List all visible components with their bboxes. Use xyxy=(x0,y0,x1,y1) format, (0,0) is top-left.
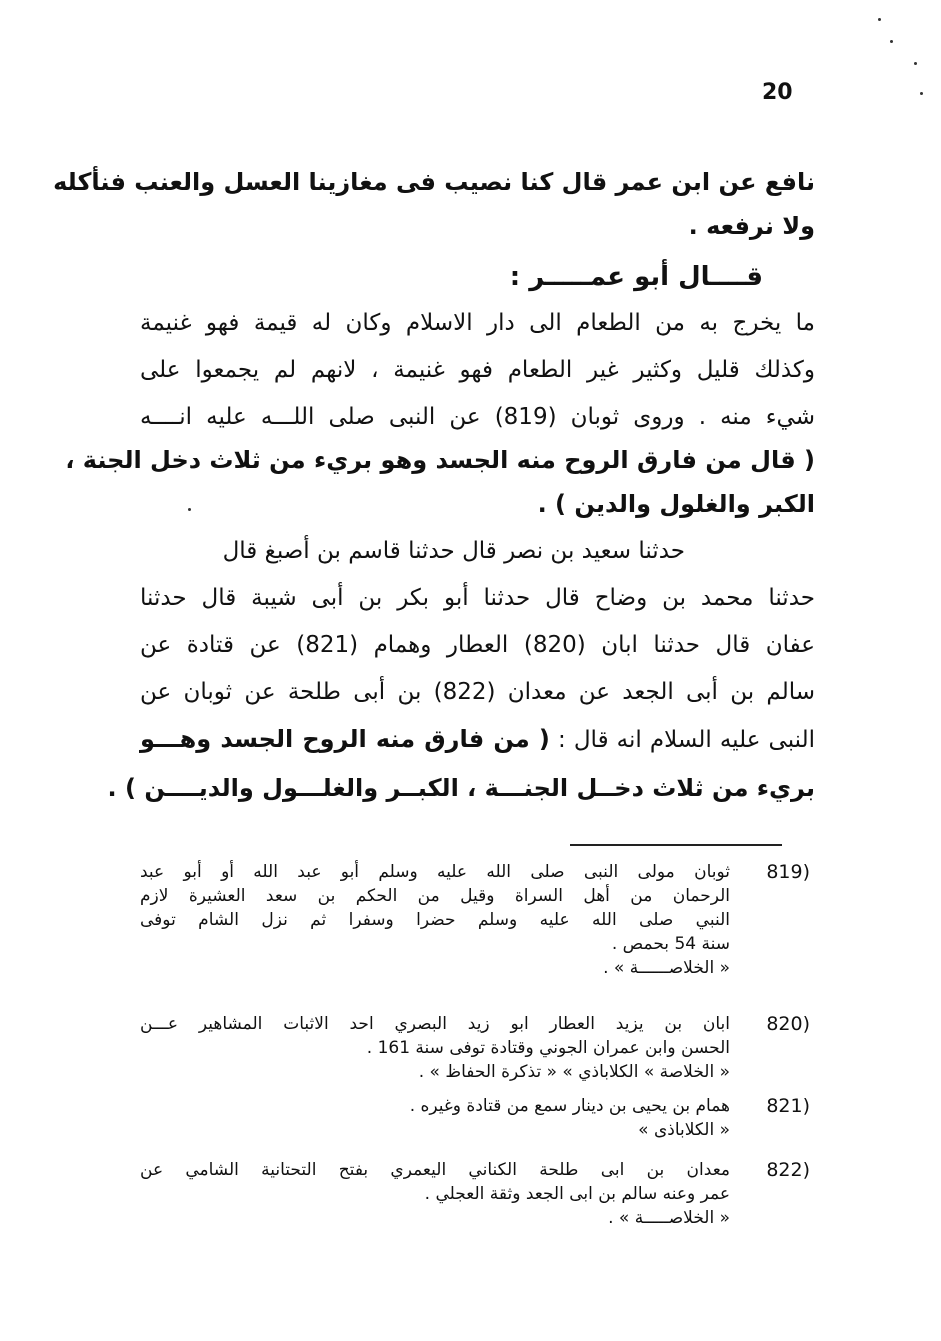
scan-speck xyxy=(890,40,893,43)
footnote-line: عمر وعنه سالم بن ابى الجعد وثقة العجلي . xyxy=(424,1184,730,1204)
footnote-822 xyxy=(140,1158,810,1230)
paragraph-three xyxy=(140,528,815,764)
footnote-line: سنة 54 بحمص . xyxy=(611,934,730,954)
footnote-821 xyxy=(140,1094,810,1142)
text-line: نافع عن ابن عمر قال كنا نصيب فى مغازينا العسل والعنب فنأكله xyxy=(53,168,815,196)
plain-text: النبى عليه السلام انه قال : xyxy=(549,727,816,753)
text-line: حدثنا محمد بن وضاح قال حدثنا أبو بكر بن أبى شيبة قال حدثنا xyxy=(140,585,815,611)
text-line: ولا نرفعه . xyxy=(688,212,815,240)
footnote-separator xyxy=(570,844,782,846)
footnote-line: « الخلاصة » الكلاباذي » « تذكرة الحفاظ » . xyxy=(418,1062,730,1082)
text-line: الكبر والغلول والدين ) . xyxy=(537,490,815,518)
text-line: حدثنا سعيد بن نصر قال حدثنا قاسم بن أصبغ قال xyxy=(222,538,685,564)
footnote-number: 820) xyxy=(766,1013,810,1035)
hadith-quote-two xyxy=(107,766,815,810)
footnote-line: معدان بن ابى طلحة الكناني اليعمري بفتح التحتانية الشامي عن xyxy=(140,1160,730,1180)
footnote-line: ابان بن يزيد العطار ابو زيد البصري احد الاثبات المشاهير عـــن xyxy=(140,1014,730,1034)
footnote-820 xyxy=(140,1012,810,1084)
footnote-line: النبي صلى الله عليه وسلم حضرا وسفرا ثم نزل الشام توفى xyxy=(140,910,730,930)
footnote-number: 819) xyxy=(766,861,810,883)
footnote-line: همام بن يحيى بن دينار سمع من قتادة وغيره . xyxy=(409,1096,730,1116)
footnote-line: الحسن وابن عمران الجوني وقتادة توفى سنة 161 . xyxy=(366,1038,730,1058)
text-line: ( قال من فارق الروح منه الجسد وهو بريء من ثلاث دخل الجنة ، xyxy=(65,446,815,474)
footnote-line: « الكلاباذى » xyxy=(638,1120,730,1140)
page-number: 20 xyxy=(762,80,793,105)
footnote-819 xyxy=(140,860,810,980)
scan-speck xyxy=(920,92,923,95)
text-line: وكذلك قليل وكثير غير الطعام فهو غنيمة ، لانهم لم يجمعوا على xyxy=(140,357,815,383)
text-line: سالم بن أبى الجعد عن معدان (822) بن أبى طلحة عن ثوبان عن xyxy=(140,679,815,705)
footnote-line: « الخلاصـــــة » . xyxy=(608,1208,730,1228)
text-line: عفان قال حدثنا ابان (820) العطار وهمام (821) عن قتادة عن xyxy=(140,632,815,658)
text-line: بريء من ثلاث دخــل الجنـــة ، الكبــر والغلـــول والديــــن ) . xyxy=(107,774,815,802)
paragraph-two xyxy=(140,300,815,441)
text-line: شيء منه . وروى ثوبان (819) عن النبى صلى اللـــه عليه انــــه xyxy=(140,404,815,430)
section-heading: قــــال أبو عمـــــر : xyxy=(509,262,763,292)
footnote-line: الرحمان من أهل السراة وقيل من الحكم بن سعد العشيرة لازم xyxy=(140,886,730,906)
text-line xyxy=(140,716,815,764)
footnote-number: 822) xyxy=(766,1159,810,1181)
text-line: ما يخرج به من الطعام الى دار الاسلام وكان له قيمة فهو غنيمة xyxy=(140,310,815,336)
hadith-quote-one xyxy=(65,438,815,526)
footnote-line: « الخلاصــــــة » . xyxy=(603,958,730,978)
top-paragraph xyxy=(53,160,815,248)
scan-speck xyxy=(878,18,881,21)
scan-speck xyxy=(914,62,917,65)
footnote-number: 821) xyxy=(766,1095,810,1117)
hadith-quote-start: ( من فارق منه الروح الجسد وهـــو xyxy=(140,725,550,753)
footnote-line: ثوبان مولى النبى صلى الله عليه وسلم أبو عبد الله أو أبو عبد xyxy=(140,862,730,882)
